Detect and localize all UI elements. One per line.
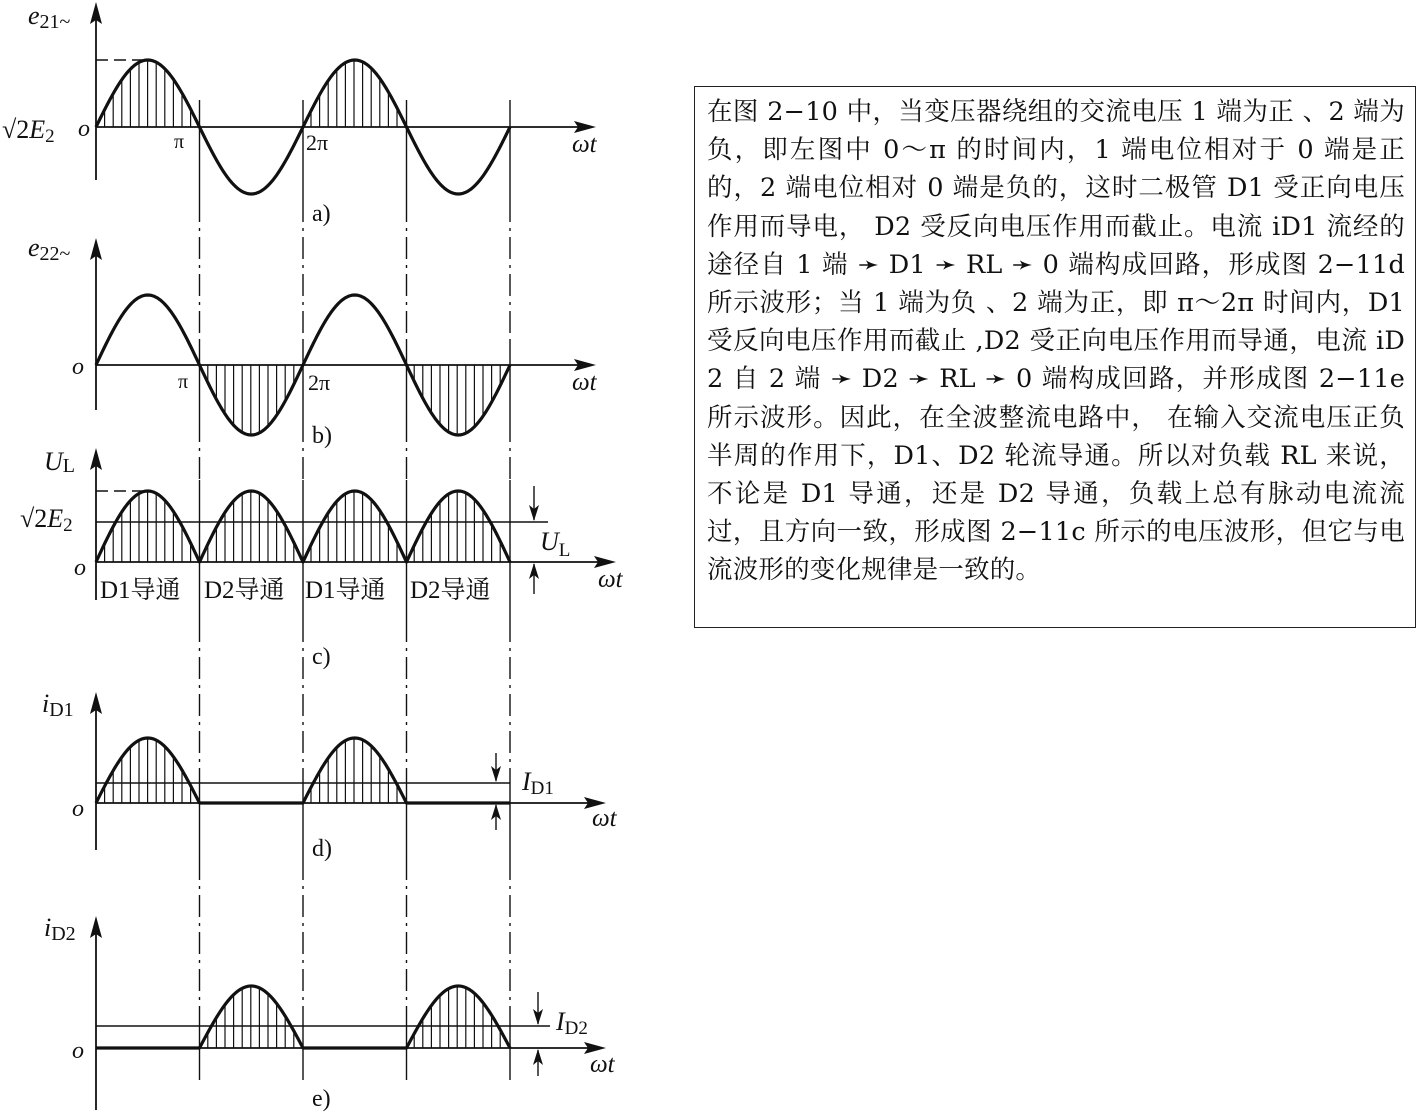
- panel-a-ylabel: e21~: [28, 1, 71, 33]
- panel-d-avg-label: ID1: [522, 767, 554, 799]
- description-text: 在图 2−10 中，当变压器绕组的交流电压 1 端为正 、2 端为负，即左图中 0～π 的时间内，1 端电位相对于 0 端是正的，2 端电位相对 0 端是负的，这时二极管 D1 受正向电压作用而导电， D2 受反向电压作用而截止。电流 iD1 流经的途径自 1 端 ➛ D1 ➛ RL ➛ 0 端构成回路，形成图 2−11d 所示波形；当 1 端为负 、2 端为正，即 π～2π 时间内，D1 受反向电压作用而截止 ,D2 受正向电压作用而导通，电流 iD2 自 2 端 ➛ D2 ➛ RL ➛ 0 端构成回路，并形成图 2−11e 所示波形。因此，在全波整流电路中， 在输入交流电压正负半周的作用下，D1、D2 轮流导通。所以对负载 RL 来说，不论是 D1 导通，还是 D2 导通，负载上总有脉动电流流过，且方向一致，形成图 2−11c 所示的电压波形，但它与电流波形的变化规律是一致的。: [707, 97, 1405, 586]
- panel-d-xlabel: ωt: [592, 805, 617, 832]
- panel-a-caption: a): [312, 201, 331, 227]
- panel-c-segment-label-2: D2导通: [204, 577, 285, 604]
- panel-d-hatch: [105, 738, 397, 803]
- panel-d-ylabel: iD1: [42, 689, 74, 721]
- panel-c-origin: o: [74, 555, 86, 581]
- panel-b-ylabel: e22~: [28, 233, 71, 265]
- panel-a: [2, 1, 598, 227]
- panel-a-amp-label: √2E2: [2, 115, 55, 147]
- panel-e-hatch: [208, 986, 509, 1048]
- panel-b-origin: o: [72, 354, 84, 380]
- panel-b: [28, 233, 598, 449]
- panel-e-origin: o: [72, 1038, 84, 1064]
- panel-e: [44, 913, 616, 1112]
- panel-c-segment-label-3: D1导通: [305, 577, 386, 604]
- panel-b-tick-2pi: 2π: [308, 370, 331, 395]
- description-box: [694, 86, 1416, 628]
- panel-e-xlabel: ωt: [590, 1051, 615, 1078]
- panel-c-amp-label: √2E2: [20, 504, 73, 536]
- panel-b-caption: b): [312, 423, 332, 449]
- panel-e-caption: e): [312, 1086, 331, 1112]
- panel-c-xlabel: ωt: [598, 566, 623, 593]
- panel-c-caption: c): [312, 644, 331, 670]
- panel-c-avg-label: $U_L$: [540, 527, 571, 561]
- panel-a-xlabel: ωt: [572, 131, 597, 158]
- panel-a-tick-pi: π: [174, 131, 185, 153]
- panel-d: [42, 689, 618, 862]
- panel-a-hatch: [105, 60, 397, 127]
- panel-e-ylabel: iD2: [44, 913, 76, 945]
- panel-a-tick-2pi: 2π: [306, 130, 329, 155]
- panel-c: [20, 447, 624, 670]
- panel-a-origin: o: [78, 116, 90, 142]
- panel-b-hatch: [208, 365, 509, 435]
- panel-e-avg-label: ID2: [556, 1007, 588, 1039]
- panel-c-ylabel: UL: [44, 447, 75, 477]
- panel-b-tick-pi: π: [178, 371, 189, 393]
- panel-c-segment-label-4: D2导通: [410, 577, 491, 604]
- panel-d-origin: o: [72, 796, 84, 822]
- panel-c-segment-label-1: D1导通: [100, 577, 181, 604]
- panel-d-caption: d): [312, 836, 332, 862]
- panel-b-xlabel: ωt: [572, 369, 597, 396]
